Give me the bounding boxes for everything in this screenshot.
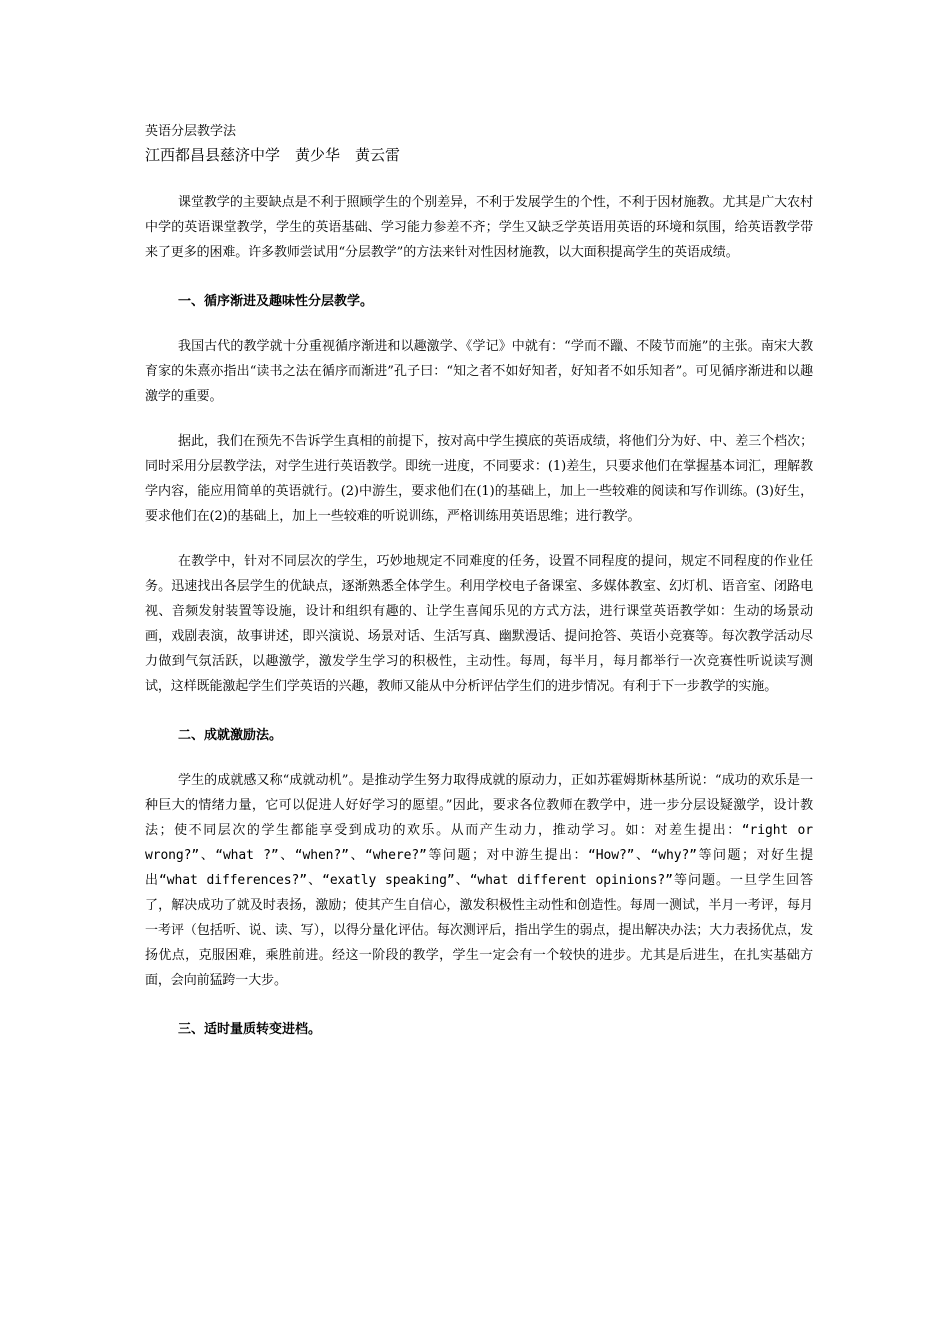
section2-text-part3: 等问题；对中游生提出： bbox=[426, 848, 589, 863]
spacer bbox=[145, 409, 813, 429]
section1-paragraph-3: 在教学中，针对不同层次的学生，巧妙地规定不同难度的任务，设置不同程度的提问，规定不同程度的作业任务。迅速找出各层学生的优缺点，逐渐熟悉全体学生。利用学校电子备课室、多媒体教室、幻灯机、语音室、闭路电视、音频发射装置等设施，设计和组织有趣的、让学生喜闻乐见的方式方法，进行课堂英语教学如：生动的场景动画，戏剧表演，故事讲述，即兴演说、场景对话、生活写真、幽默漫话、提问抢答、英语小竞赛等。每次教学活动尽力做到气氛活跃，以趣激学，激发学生学习的积极性，主动性。每周，每半月，每月都举行一次竞赛性听说读写测试，这样既能激起学生们学英语的兴趣，教师又能从中分析评估学生们的进步情况。有利于下一步教学的实施。 bbox=[145, 554, 813, 694]
spacer bbox=[145, 748, 813, 768]
document-title: 英语分层教学法 bbox=[145, 124, 237, 139]
section-heading-3: 三、适时量质转变进档。 bbox=[178, 1022, 322, 1037]
section2-questions-weak: “right or wrong?”、“what ?”、“when?”、“where?” bbox=[145, 823, 813, 863]
section2-text-part5: 等问题；对好生提出 bbox=[145, 848, 814, 888]
section1-paragraph-1: 我国古代的教学就十分重视循序渐进和以趣激学、《学记》中就有：“学而不躐、不陵节而施”的主张。南宋大教育家的朱熹亦指出“读书之法在循序而渐进”孔子曰：“知之者不如好知者，好知者不如乐知者”。可见循序渐进和以趣激学的重要。 bbox=[145, 339, 813, 404]
spacer bbox=[145, 699, 813, 723]
intro-paragraph: 课堂教学的主要缺点是不利于照顾学生的个别差异，不利于发展学生的个性，不利于因材施教。尤其是广大农村中学的英语课堂教学，学生的英语基础、学习能力参差不齐；学生又缺乏学英语用英语的环境和氛围，给英语教学带来了更多的困难。许多教师尝试用“分层教学”的方法来针对性因材施教，以大面积提高学生的英语成绩。 bbox=[145, 195, 813, 260]
section1-paragraph-2: 据此，我们在预先不告诉学生真相的前提下，按对高中学生摸底的英语成绩，将他们分为好、中、差三个档次；同时采用分层教学法，对学生进行英语教学。即统一进度，不同要求：(1)差生，只要求他们在掌握基本词汇，理解教学内容，能应用简单的英语就行。(2)中游生，要求他们在(1)的基础上，加上一些较难的阅读和写作训练。(3)好生，要求他们在(2)的基础上，加上一些较难的听说训练，严格训练用英语思维；进行教学。 bbox=[145, 434, 813, 524]
document-authors: 江西都昌县慈济中学 黄少华 黄云雷 bbox=[145, 146, 401, 164]
section-heading-1: 一、循序渐进及趣味性分层教学。 bbox=[178, 294, 374, 309]
spacer bbox=[145, 529, 813, 549]
document-page bbox=[145, 122, 813, 1042]
section2-questions-middle: “How?”、“why?” bbox=[588, 848, 697, 863]
spacer bbox=[145, 166, 813, 190]
section2-questions-strong: “what differences?”、“exatly speaking”、“what different opinions?” bbox=[159, 873, 673, 888]
spacer bbox=[145, 265, 813, 289]
spacer bbox=[145, 993, 813, 1017]
spacer bbox=[145, 314, 813, 334]
section-heading-2: 二、成就激励法。 bbox=[178, 728, 283, 743]
section2-paragraph-1 bbox=[145, 768, 813, 993]
section2-text-part7: 等问题。一旦学生回答了，解决成功了就及时表扬，激励；使其产生自信心，激发积极性主动性和创造性。每周一测试，半月一考评，每月一考评（包括听、说、读、写），以得分量化评估。每次测评后，指出学生的弱点，提出解决办法；大力表扬优点，发扬优点，克服困难，乘胜前进。经这一阶段的教学，学生一定会有一个较快的进步。尤其是后进生，在扎实基础方面，会向前猛跨一大步。 bbox=[145, 873, 813, 988]
section2-text-part1: 学生的成就感又称“成就动机”。是推动学生努力取得成就的原动力，正如苏霍姆斯林基所说：“成功的欢乐是一种巨大的情绪力量，它可以促进人好好学习的愿望。”因此，要求各位教师在教学中，进一步分层设疑激学，设计教法；使不同层次的学生都能享受到成功的欢乐。从而产生动力，推动学习。如：对差生提出： bbox=[145, 773, 813, 838]
